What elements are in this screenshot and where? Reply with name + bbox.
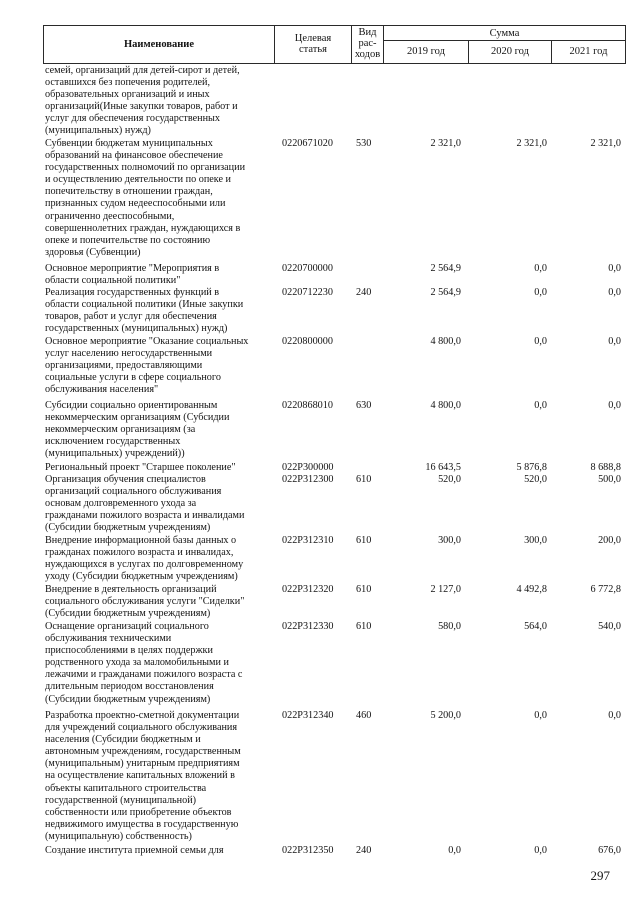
row-code: 0220712230 bbox=[282, 287, 333, 298]
row-name bbox=[45, 845, 270, 857]
row-code: 022P312310 bbox=[282, 535, 334, 546]
row-name-line: обслуживания населения" bbox=[45, 384, 159, 396]
row-name-line: Организация обучения специалистов bbox=[45, 474, 206, 485]
row-name bbox=[45, 584, 270, 620]
row-name-line: объекты капитального строительства bbox=[45, 782, 207, 794]
row-name-line: государственной (муниципальной) bbox=[45, 794, 197, 806]
row-name-line: образований на финансовое обеспечение bbox=[45, 150, 223, 162]
row-name-line: ограниченно дееспособными, bbox=[45, 210, 175, 222]
row-name-line: некоммерческим организациям (за bbox=[45, 424, 196, 436]
row-name-line: для учреждений социального обслуживания bbox=[45, 722, 238, 734]
header-year-2020: 2020 год bbox=[491, 46, 529, 57]
header-bottom-border bbox=[43, 63, 626, 64]
row-value-2021: 2 321,0 bbox=[590, 138, 621, 149]
header-type-line: Вид bbox=[358, 27, 377, 38]
row-name-line: Создание института приемной семьи для bbox=[45, 845, 224, 856]
row-name-line: исключением государственных bbox=[45, 436, 181, 448]
row-value-2019: 5 200,0 bbox=[430, 710, 461, 721]
row-name-line: нуждающихся в услугах по долговременному bbox=[45, 559, 244, 571]
row-value-2019: 0,0 bbox=[448, 845, 461, 856]
row-name bbox=[45, 65, 270, 138]
row-name bbox=[45, 336, 270, 396]
header-code bbox=[275, 33, 351, 55]
row-name-line: Внедрение в деятельность организаций bbox=[45, 584, 217, 595]
row-value-2019: 4 800,0 bbox=[430, 400, 461, 411]
row-name-line: и осуществлению деятельности по опеке и bbox=[45, 174, 232, 186]
row-name bbox=[45, 462, 270, 474]
row-name bbox=[45, 535, 270, 583]
row-code: 022P312350 bbox=[282, 845, 334, 856]
row-value-2019: 16 643,5 bbox=[425, 462, 461, 473]
row-expense-type: 610 bbox=[356, 621, 372, 632]
row-expense-type: 610 bbox=[356, 584, 372, 595]
row-name-line: гражданах пожилого возраста и инвалидах, bbox=[45, 547, 234, 559]
row-value-2021: 8 688,8 bbox=[590, 462, 621, 473]
row-value-2020: 0,0 bbox=[534, 710, 547, 721]
row-name-line: попечительству в отношении граждан, bbox=[45, 186, 213, 198]
row-value-2019: 300,0 bbox=[438, 535, 461, 546]
header-sum-divider bbox=[383, 40, 626, 41]
row-value-2020: 0,0 bbox=[534, 263, 547, 274]
row-name bbox=[45, 474, 270, 534]
row-name-line: организаций(Иные закупки товаров, работ и bbox=[45, 101, 238, 113]
header-top-border bbox=[43, 25, 626, 26]
row-name-line: Субсидии социально ориентированным bbox=[45, 400, 218, 411]
row-value-2021: 676,0 bbox=[598, 845, 621, 856]
row-name-line: опеке и попечительстве по состоянию bbox=[45, 234, 211, 246]
row-value-2021: 0,0 bbox=[608, 263, 621, 274]
row-name-line: населения (Субсидии бюджетным и bbox=[45, 734, 201, 746]
header-type-line: рас- bbox=[358, 38, 377, 49]
row-expense-type: 240 bbox=[356, 845, 372, 856]
row-value-2020: 0,0 bbox=[534, 845, 547, 856]
row-name bbox=[45, 287, 270, 335]
row-name-line: гражданами пожилого возраста и инвалидами bbox=[45, 510, 245, 522]
header-type-line: ходов bbox=[354, 49, 381, 60]
row-value-2021: 500,0 bbox=[598, 474, 621, 485]
row-name-line: области социальной политики" bbox=[45, 275, 181, 287]
row-value-2020: 0,0 bbox=[534, 287, 547, 298]
row-name-line: Реализация государственных функций в bbox=[45, 287, 220, 298]
row-value-2020: 300,0 bbox=[524, 535, 547, 546]
row-name-line: некоммерческим организациям (Субсидии bbox=[45, 412, 230, 424]
row-value-2021: 6 772,8 bbox=[590, 584, 621, 595]
row-value-2019: 520,0 bbox=[438, 474, 461, 485]
header-type bbox=[352, 27, 383, 60]
row-name bbox=[45, 621, 270, 706]
row-value-2021: 0,0 bbox=[608, 336, 621, 347]
row-name-line: недвижимого имущества в государственную bbox=[45, 818, 239, 830]
row-name-line: (муниципальных) нужд) bbox=[45, 125, 151, 137]
row-expense-type: 530 bbox=[356, 138, 372, 149]
row-code: 022P300000 bbox=[282, 462, 334, 473]
row-name-line: родственного ухода за маломобильными и bbox=[45, 657, 229, 669]
row-name-line: государственных (муниципальных) нужд) bbox=[45, 323, 228, 335]
row-name-line: приспособлениями в целях поддержки bbox=[45, 645, 213, 657]
header-year-2019: 2019 год bbox=[407, 46, 445, 57]
row-name-line: товаров, работ и услуг для обеспечения bbox=[45, 311, 217, 323]
row-value-2019: 580,0 bbox=[438, 621, 461, 632]
row-value-2021: 0,0 bbox=[608, 710, 621, 721]
row-name-line: услуг для обеспечения государственных bbox=[45, 113, 220, 125]
row-name-line: образовательных организаций и иных bbox=[45, 89, 210, 101]
row-value-2019: 2 321,0 bbox=[430, 138, 461, 149]
header-name: Наименование bbox=[124, 39, 194, 50]
row-value-2020: 520,0 bbox=[524, 474, 547, 485]
row-name bbox=[45, 710, 270, 843]
row-name-line: Основное мероприятие "Оказание социальных bbox=[45, 336, 249, 347]
row-name-line: Разработка проектно-сметной документации bbox=[45, 710, 240, 721]
page-number: 297 bbox=[590, 868, 610, 883]
row-name-line: области социальной политики (Иные закупки bbox=[45, 299, 244, 311]
row-name bbox=[45, 400, 270, 460]
row-value-2020: 0,0 bbox=[534, 400, 547, 411]
row-value-2021: 540,0 bbox=[598, 621, 621, 632]
row-code: 022P312330 bbox=[282, 621, 334, 632]
row-name-line: Региональный проект "Старшее поколение" bbox=[45, 462, 236, 473]
row-expense-type: 610 bbox=[356, 474, 372, 485]
row-code: 0220671020 bbox=[282, 138, 333, 149]
row-expense-type: 460 bbox=[356, 710, 372, 721]
row-code: 022P312320 bbox=[282, 584, 334, 595]
row-name-line: социального обслуживания услуги "Сиделки" bbox=[45, 596, 245, 608]
header-sum: Сумма bbox=[489, 28, 520, 39]
row-name-line: оставшихся без попечения родителей, bbox=[45, 77, 211, 89]
row-expense-type: 240 bbox=[356, 287, 372, 298]
row-name-line: (Субсидии бюджетным учреждениям) bbox=[45, 693, 211, 705]
row-value-2020: 2 321,0 bbox=[516, 138, 547, 149]
row-name-line: основам долговременного ухода за bbox=[45, 498, 197, 510]
row-expense-type: 610 bbox=[356, 535, 372, 546]
row-name-line: совершеннолетних граждан, нуждающихся в bbox=[45, 222, 241, 234]
row-value-2019: 2 564,9 bbox=[430, 263, 461, 274]
row-value-2020: 4 492,8 bbox=[516, 584, 547, 595]
row-name-line: собственности или приобретение объектов bbox=[45, 806, 232, 818]
row-name-line: организациями, предоставляющими bbox=[45, 360, 203, 372]
row-code: 0220700000 bbox=[282, 263, 333, 274]
row-name bbox=[45, 263, 270, 287]
row-value-2019: 4 800,0 bbox=[430, 336, 461, 347]
row-name bbox=[45, 138, 270, 259]
row-name-line: уходу (Субсидии бюджетным учреждениям) bbox=[45, 571, 238, 583]
row-name-line: на осуществление капитальных вложений в bbox=[45, 770, 235, 782]
row-name-line: обслуживания техническими bbox=[45, 633, 172, 645]
header-year-2021: 2021 год bbox=[569, 46, 608, 57]
row-name-line: семей, организаций для детей-сирот и детей, bbox=[45, 65, 240, 76]
row-name-line: Субвенции бюджетам муниципальных bbox=[45, 138, 213, 149]
row-name-line: лежачими и гражданами пожилого возраста с bbox=[45, 669, 243, 681]
row-code: 022P312300 bbox=[282, 474, 334, 485]
row-value-2019: 2 127,0 bbox=[430, 584, 461, 595]
row-value-2019: 2 564,9 bbox=[430, 287, 461, 298]
row-name-line: организаций социального обслуживания bbox=[45, 486, 222, 498]
row-name-line: (муниципальным) унитарным предприятиям bbox=[45, 758, 240, 770]
row-name-line: длительным периодом восстановления bbox=[45, 681, 214, 693]
row-name-line: (муниципальных) учреждений)) bbox=[45, 448, 185, 460]
row-name-line: здоровья (Субвенции) bbox=[45, 246, 141, 258]
row-value-2020: 5 876,8 bbox=[516, 462, 547, 473]
row-expense-type: 630 bbox=[356, 400, 372, 411]
row-name-line: (Субсидии бюджетным учреждениям) bbox=[45, 522, 211, 534]
header-border-right bbox=[625, 25, 626, 64]
row-name-line: (муниципальную) собственность) bbox=[45, 830, 192, 842]
row-name-line: социальные услуги в сфере социального bbox=[45, 372, 221, 384]
row-name-line: (Субсидии бюджетным учреждениям) bbox=[45, 608, 211, 620]
row-code: 0220800000 bbox=[282, 336, 333, 347]
header-code-line: Целевая bbox=[294, 33, 332, 44]
row-value-2020: 0,0 bbox=[534, 336, 547, 347]
row-value-2021: 200,0 bbox=[598, 535, 621, 546]
row-name-line: Внедрение информационной базы данных о bbox=[45, 535, 237, 546]
row-value-2021: 0,0 bbox=[608, 400, 621, 411]
row-name-line: услуг населению негосударственными bbox=[45, 348, 213, 360]
row-name-line: Основное мероприятие "Мероприятия в bbox=[45, 263, 220, 274]
row-code: 022P312340 bbox=[282, 710, 334, 721]
row-name-line: автономным учреждениям, государственным bbox=[45, 746, 241, 758]
row-value-2021: 0,0 bbox=[608, 287, 621, 298]
row-name-line: признанных судом недееспособными или bbox=[45, 198, 226, 210]
row-name-line: государственных полномочий по организации bbox=[45, 162, 246, 174]
header-code-line: статья bbox=[299, 44, 327, 55]
row-code: 0220868010 bbox=[282, 400, 333, 411]
row-name-line: Оснащение организаций социального bbox=[45, 621, 209, 632]
row-value-2020: 564,0 bbox=[524, 621, 547, 632]
